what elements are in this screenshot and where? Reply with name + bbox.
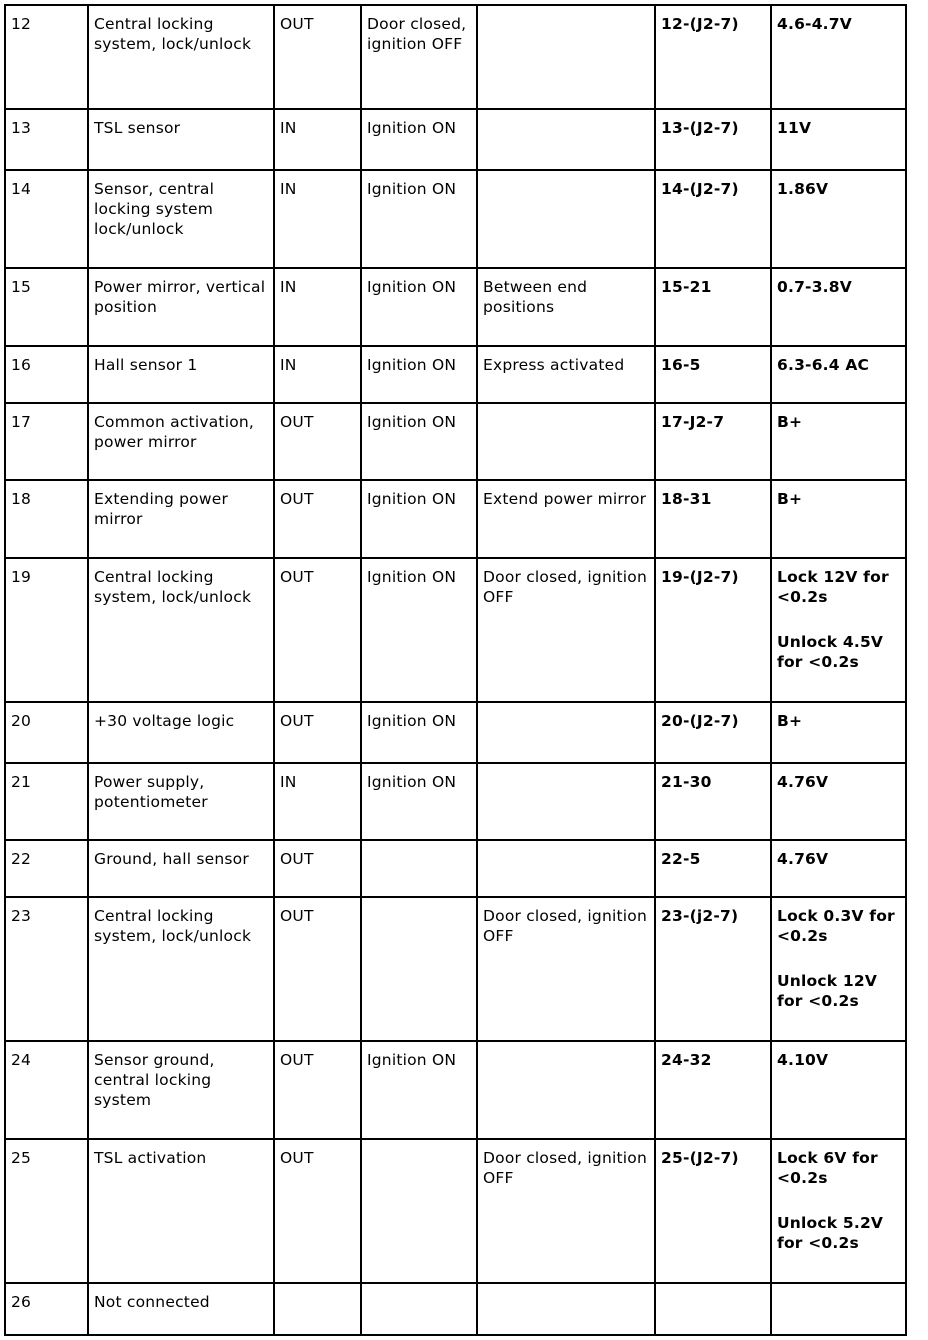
note-cell xyxy=(477,170,655,268)
value-cell xyxy=(771,702,906,763)
measure-points-text: 25-(J2-7) xyxy=(661,1149,739,1167)
description-cell xyxy=(88,702,274,763)
description-text: TSL sensor xyxy=(94,119,181,137)
note-cell xyxy=(477,1139,655,1283)
table-row xyxy=(5,558,906,702)
note-cell xyxy=(477,268,655,346)
direction-text: OUT xyxy=(280,15,314,33)
value-text: 1.86V xyxy=(777,180,829,198)
direction-cell xyxy=(274,840,361,897)
direction-cell xyxy=(274,763,361,840)
table-row xyxy=(5,1283,906,1335)
pin-number-text: 15 xyxy=(11,278,32,296)
direction-cell xyxy=(274,897,361,1041)
value-cell xyxy=(771,5,906,109)
condition-text: Ignition ON xyxy=(367,568,457,586)
pin-number-cell xyxy=(5,268,88,346)
note-cell xyxy=(477,1041,655,1139)
description-cell xyxy=(88,1139,274,1283)
description-cell xyxy=(88,403,274,480)
description-cell xyxy=(88,109,274,170)
note-text: Express activated xyxy=(483,356,625,374)
description-text: Common activation, power mirror xyxy=(94,413,260,451)
direction-text: IN xyxy=(280,180,297,198)
direction-cell xyxy=(274,170,361,268)
pin-number-text: 19 xyxy=(11,568,32,586)
note-cell xyxy=(477,403,655,480)
pin-number-text: 21 xyxy=(11,773,32,791)
table-row xyxy=(5,268,906,346)
measure-points-text: 18-31 xyxy=(661,490,712,508)
value-text: 4.76V xyxy=(777,773,829,791)
condition-text: Ignition ON xyxy=(367,773,457,791)
direction-text: OUT xyxy=(280,712,314,730)
description-cell xyxy=(88,346,274,403)
pin-number-cell xyxy=(5,1283,88,1335)
measure-points-text: 22-5 xyxy=(661,850,701,868)
pin-number-text: 25 xyxy=(11,1149,32,1167)
value-text: 11V xyxy=(777,119,812,137)
direction-text: IN xyxy=(280,119,297,137)
condition-cell xyxy=(361,897,477,1041)
measure-points-cell xyxy=(655,763,771,840)
pin-number-cell xyxy=(5,5,88,109)
condition-text: Ignition ON xyxy=(367,356,457,374)
direction-text: IN xyxy=(280,278,297,296)
note-text: Door closed, ignition OFF xyxy=(483,1149,653,1187)
pin-number-cell xyxy=(5,480,88,558)
measure-points-cell xyxy=(655,5,771,109)
pin-number-cell xyxy=(5,346,88,403)
value-secondary-text: Unlock 4.5V for <0.2s xyxy=(777,633,889,671)
note-text: Door closed, ignition OFF xyxy=(483,907,653,945)
value-cell xyxy=(771,558,906,702)
direction-text: OUT xyxy=(280,413,314,431)
value-secondary-text: Unlock 5.2V for <0.2s xyxy=(777,1214,889,1252)
pin-number-cell xyxy=(5,1139,88,1283)
description-text: +30 voltage logic xyxy=(94,712,235,730)
measure-points-cell xyxy=(655,1283,771,1335)
condition-cell xyxy=(361,840,477,897)
measure-points-cell xyxy=(655,480,771,558)
measure-points-cell xyxy=(655,1139,771,1283)
direction-cell xyxy=(274,109,361,170)
value-secondary-text: Unlock 12V for <0.2s xyxy=(777,972,883,1010)
pin-table-body xyxy=(5,5,906,1335)
direction-cell xyxy=(274,346,361,403)
description-text: Hall sensor 1 xyxy=(94,356,198,374)
description-text: Sensor ground, central locking system xyxy=(94,1051,220,1109)
description-text: Power supply, potentiometer xyxy=(94,773,210,811)
measure-points-cell xyxy=(655,170,771,268)
condition-cell xyxy=(361,1283,477,1335)
condition-text: Door closed, ignition OFF xyxy=(367,15,472,53)
value-text: Lock 6V for <0.2s xyxy=(777,1149,884,1187)
measure-points-cell xyxy=(655,702,771,763)
condition-cell xyxy=(361,558,477,702)
pin-number-text: 12 xyxy=(11,15,32,33)
description-text: Central locking system, lock/unlock xyxy=(94,907,252,945)
direction-text: OUT xyxy=(280,1149,314,1167)
note-cell xyxy=(477,109,655,170)
description-cell xyxy=(88,763,274,840)
value-cell xyxy=(771,763,906,840)
value-cell xyxy=(771,1283,906,1335)
condition-text: Ignition ON xyxy=(367,119,457,137)
pin-number-cell xyxy=(5,170,88,268)
table-row xyxy=(5,480,906,558)
condition-cell xyxy=(361,5,477,109)
value-cell xyxy=(771,480,906,558)
description-cell xyxy=(88,1283,274,1335)
description-cell xyxy=(88,268,274,346)
direction-cell xyxy=(274,403,361,480)
pin-number-text: 13 xyxy=(11,119,32,137)
measure-points-cell xyxy=(655,109,771,170)
pin-number-text: 24 xyxy=(11,1051,32,1069)
condition-text: Ignition ON xyxy=(367,1051,457,1069)
table-row xyxy=(5,840,906,897)
pin-number-text: 14 xyxy=(11,180,32,198)
description-cell xyxy=(88,170,274,268)
note-cell xyxy=(477,897,655,1041)
table-row xyxy=(5,702,906,763)
condition-cell xyxy=(361,480,477,558)
table-row xyxy=(5,170,906,268)
note-text: Extend power mirror xyxy=(483,490,647,508)
value-text: B+ xyxy=(777,712,803,730)
note-cell xyxy=(477,558,655,702)
description-text: Central locking system, lock/unlock xyxy=(94,15,252,53)
condition-cell xyxy=(361,763,477,840)
condition-text: Ignition ON xyxy=(367,180,457,198)
note-cell xyxy=(477,346,655,403)
table-row xyxy=(5,897,906,1041)
note-cell xyxy=(477,1283,655,1335)
measure-points-cell xyxy=(655,268,771,346)
pin-number-cell xyxy=(5,763,88,840)
measure-points-cell xyxy=(655,403,771,480)
table-row xyxy=(5,763,906,840)
measure-points-cell xyxy=(655,897,771,1041)
pin-number-text: 17 xyxy=(11,413,32,431)
description-text: Central locking system, lock/unlock xyxy=(94,568,252,606)
value-text: 4.76V xyxy=(777,850,829,868)
value-cell xyxy=(771,1041,906,1139)
description-text: Ground, hall sensor xyxy=(94,850,249,868)
pin-number-cell xyxy=(5,109,88,170)
value-text: 4.6-4.7V xyxy=(777,15,852,33)
direction-cell xyxy=(274,480,361,558)
condition-cell xyxy=(361,170,477,268)
direction-cell xyxy=(274,5,361,109)
condition-text: Ignition ON xyxy=(367,278,457,296)
pin-number-text: 23 xyxy=(11,907,32,925)
condition-text: Ignition ON xyxy=(367,712,457,730)
measure-points-text: 15-21 xyxy=(661,278,712,296)
description-cell xyxy=(88,1041,274,1139)
description-cell xyxy=(88,840,274,897)
measure-points-text: 13-(J2-7) xyxy=(661,119,739,137)
direction-text: IN xyxy=(280,773,297,791)
description-cell xyxy=(88,897,274,1041)
direction-cell xyxy=(274,1283,361,1335)
pin-number-text: 26 xyxy=(11,1293,32,1311)
table-row xyxy=(5,403,906,480)
pin-number-cell xyxy=(5,403,88,480)
direction-text: OUT xyxy=(280,1051,314,1069)
note-cell xyxy=(477,702,655,763)
measure-points-text: 19-(J2-7) xyxy=(661,568,739,586)
note-text: Between end positions xyxy=(483,278,593,316)
direction-cell xyxy=(274,1041,361,1139)
note-text: Door closed, ignition OFF xyxy=(483,568,653,606)
table-row xyxy=(5,1041,906,1139)
value-text: B+ xyxy=(777,490,803,508)
description-text: Sensor, central locking system lock/unlock xyxy=(94,180,220,238)
value-cell xyxy=(771,346,906,403)
measure-points-text: 14-(J2-7) xyxy=(661,180,739,198)
value-text: B+ xyxy=(777,413,803,431)
pin-number-text: 22 xyxy=(11,850,32,868)
condition-text: Ignition ON xyxy=(367,490,457,508)
direction-text: OUT xyxy=(280,568,314,586)
description-text: TSL activation xyxy=(94,1149,207,1167)
condition-cell xyxy=(361,1041,477,1139)
value-text: Lock 12V for <0.2s xyxy=(777,568,895,606)
value-cell xyxy=(771,897,906,1041)
table-row xyxy=(5,346,906,403)
condition-cell xyxy=(361,109,477,170)
table-row xyxy=(5,109,906,170)
pin-number-cell xyxy=(5,558,88,702)
measure-points-text: 12-(J2-7) xyxy=(661,15,739,33)
measure-points-cell xyxy=(655,346,771,403)
value-cell xyxy=(771,109,906,170)
value-cell xyxy=(771,268,906,346)
table-row xyxy=(5,5,906,109)
direction-text: OUT xyxy=(280,850,314,868)
value-cell xyxy=(771,840,906,897)
value-text: Lock 0.3V for <0.2s xyxy=(777,907,901,945)
measure-points-cell xyxy=(655,840,771,897)
direction-cell xyxy=(274,702,361,763)
note-cell xyxy=(477,5,655,109)
condition-cell xyxy=(361,1139,477,1283)
pin-number-text: 16 xyxy=(11,356,32,374)
description-cell xyxy=(88,480,274,558)
table-row xyxy=(5,1139,906,1283)
note-cell xyxy=(477,480,655,558)
value-text: 0.7-3.8V xyxy=(777,278,852,296)
measure-points-text: 20-(J2-7) xyxy=(661,712,739,730)
description-cell xyxy=(88,5,274,109)
note-cell xyxy=(477,840,655,897)
pin-number-cell xyxy=(5,702,88,763)
pin-number-text: 20 xyxy=(11,712,32,730)
value-cell xyxy=(771,1139,906,1283)
measure-points-cell xyxy=(655,558,771,702)
condition-cell xyxy=(361,403,477,480)
value-cell xyxy=(771,170,906,268)
note-cell xyxy=(477,763,655,840)
value-text: 6.3-6.4 AC xyxy=(777,356,870,374)
pin-number-cell xyxy=(5,1041,88,1139)
measure-points-text: 24-32 xyxy=(661,1051,712,1069)
pin-number-cell xyxy=(5,897,88,1041)
measure-points-text: 17-J2-7 xyxy=(661,413,725,431)
condition-cell xyxy=(361,346,477,403)
direction-cell xyxy=(274,1139,361,1283)
direction-text: IN xyxy=(280,356,297,374)
description-text: Extending power mirror xyxy=(94,490,234,528)
value-text: 4.10V xyxy=(777,1051,829,1069)
condition-cell xyxy=(361,268,477,346)
direction-text: OUT xyxy=(280,907,314,925)
description-text: Not connected xyxy=(94,1293,210,1311)
description-cell xyxy=(88,558,274,702)
condition-text: Ignition ON xyxy=(367,413,457,431)
condition-cell xyxy=(361,702,477,763)
value-cell xyxy=(771,403,906,480)
pin-table xyxy=(4,4,907,1336)
direction-cell xyxy=(274,558,361,702)
pin-number-cell xyxy=(5,840,88,897)
direction-cell xyxy=(274,268,361,346)
measure-points-cell xyxy=(655,1041,771,1139)
pin-number-text: 18 xyxy=(11,490,32,508)
direction-text: OUT xyxy=(280,490,314,508)
description-text: Power mirror, vertical position xyxy=(94,278,271,316)
measure-points-text: 21-30 xyxy=(661,773,712,791)
measure-points-text: 16-5 xyxy=(661,356,701,374)
measure-points-text: 23-(j2-7) xyxy=(661,907,739,925)
